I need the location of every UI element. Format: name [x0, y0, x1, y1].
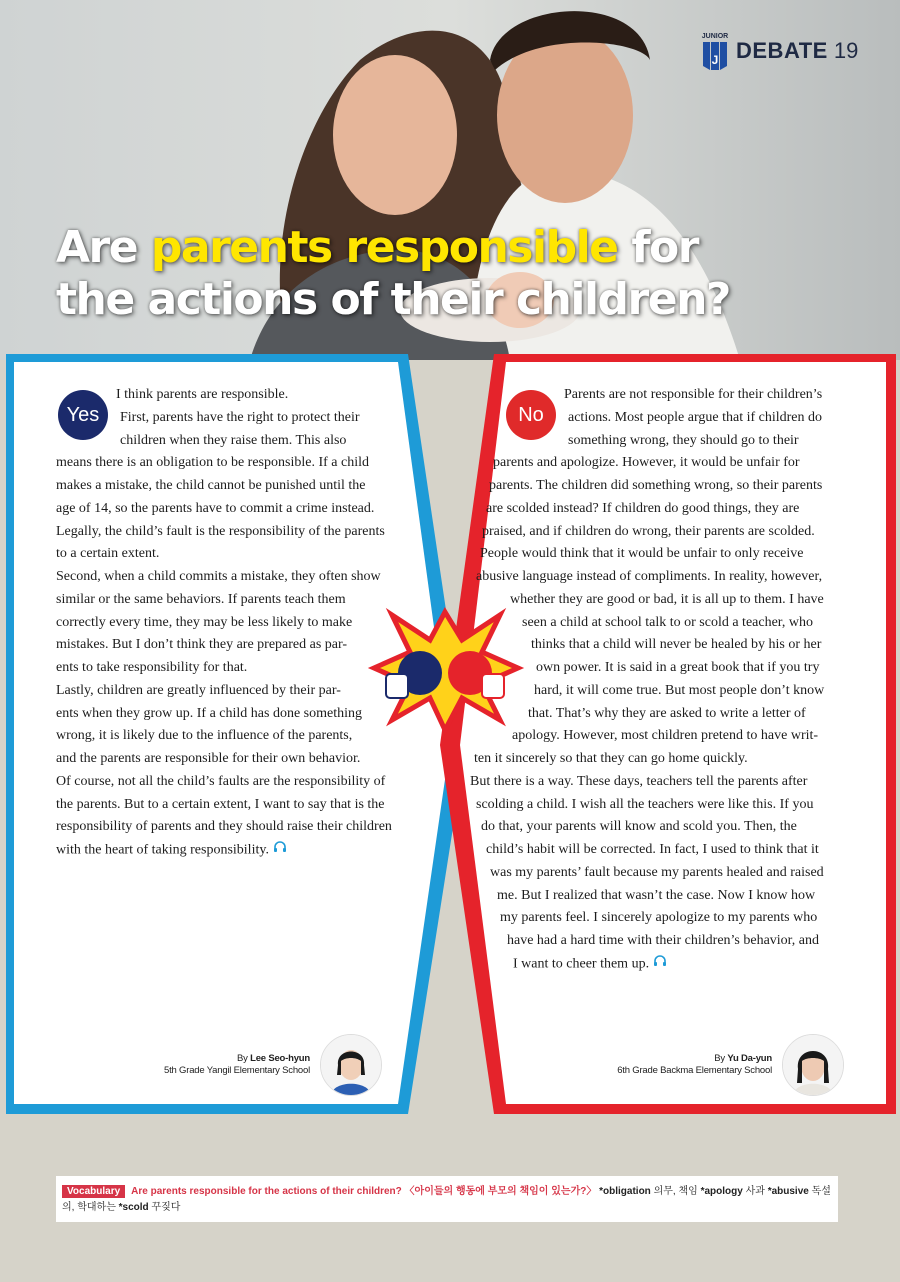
- no-school: 6th Grade Backma Elementary School: [617, 1065, 772, 1076]
- no-line: my parents feel. I sincerely apologize to my parents who: [500, 910, 818, 926]
- no-line: whether they are good or bad, it is all up to them. I have: [510, 591, 824, 607]
- headphones-icon[interactable]: [653, 953, 667, 976]
- no-line: scolding a child. I wish all the teachers were like this. If you: [476, 796, 814, 812]
- yes-line: age of 14, so the parents have to commit a crime instead.: [56, 500, 375, 516]
- no-line: But there is a way. These days, teachers tell the parents after: [470, 773, 808, 789]
- yes-line: means there is an obligation to be responsible. If a child: [56, 455, 369, 471]
- yes-line: responsibility of parents and they should raise their children: [56, 819, 392, 835]
- headphones-icon[interactable]: [273, 839, 287, 862]
- no-line: do that, your parents will know and scold you. Then, the: [481, 819, 797, 835]
- yes-line: mistakes. But I don’t think they are prepared as par-: [56, 637, 348, 653]
- yes-school: 5th Grade Yangil Elementary School: [164, 1065, 310, 1076]
- no-author: Yu Da-yun: [727, 1053, 772, 1064]
- yes-line: Of course, not all the child’s faults are the responsibility of: [56, 773, 386, 789]
- no-badge: No: [506, 390, 556, 440]
- no-line: People would think that it would be unfair to only receive: [480, 546, 804, 562]
- no-column: [468, 384, 848, 976]
- svg-text:J: J: [711, 53, 719, 67]
- no-line: seen a child at school talk to or scold a teacher, who: [522, 614, 814, 630]
- yes-line: makes a mistake, the child cannot be punished until the: [56, 478, 366, 493]
- yes-line: with the heart of taking responsibility.: [56, 842, 269, 858]
- title-highlight: parents responsible: [150, 222, 618, 273]
- yes-line: Lastly, children are greatly influenced by their par-: [56, 682, 341, 698]
- no-line: parents and apologize. However, it would be unfair for: [493, 455, 800, 471]
- vocabulary-question: Are parents responsible for the actions of their children? 〈아이들의 행동에 부모의 책임이 있는가?〉: [131, 1186, 597, 1197]
- yes-author-avatar: [320, 1034, 382, 1096]
- no-line: child’s habit will be corrected. In fact, I used to think that it: [486, 842, 819, 857]
- page-title: Are parents responsible for the actions of their children?: [56, 222, 730, 325]
- no-line: are scolded instead? If children do good things, they are: [486, 500, 800, 516]
- yes-line: wrong, it is likely due to the influence of the parents,: [56, 728, 353, 744]
- yes-line: Legally, the child’s fault is the responsibility of the parents: [56, 523, 385, 539]
- yes-line: ents when they grow up. If a child has done something: [56, 705, 362, 721]
- yes-line: Second, when a child commits a mistake, they often show: [56, 569, 381, 584]
- yes-byline: By Lee Seo-hyun 5th Grade Yangil Elementary School: [150, 1053, 310, 1077]
- yes-line: ents to take responsibility for that.: [56, 660, 248, 675]
- no-line: something wrong, they should go to their: [568, 432, 799, 448]
- section-label: DEBATE: [736, 38, 828, 63]
- yes-author: Lee Seo-hyun: [250, 1053, 310, 1064]
- no-line: I want to cheer them up.: [513, 956, 650, 972]
- no-line: ten it sincerely so that they can go home quickly.: [474, 751, 748, 766]
- yes-line: similar or the same behaviors. If parents teach them: [56, 591, 346, 607]
- yes-line: correctly every time, they may be less likely to make: [56, 614, 353, 630]
- no-line: that. That’s why they are asked to write a letter of: [528, 705, 806, 721]
- page-number: 19: [833, 38, 859, 63]
- no-line: was my parents’ fault because my parents healed and raised: [490, 864, 824, 880]
- no-line: have had a hard time with their children’s behavior, and: [507, 933, 819, 948]
- no-line: actions. Most people argue that if children do: [568, 409, 823, 425]
- vocabulary-tag: Vocabulary: [62, 1185, 125, 1198]
- vocabulary-box: Vocabulary Are parents responsible for the actions of their children? 〈아이들의 행동에 부모의 책임이 있는가?〉 *obligation 의무, 책임 *apology 사과 *abusive 독설의, 학대하는 *scold 꾸짖다: [56, 1176, 838, 1222]
- yes-line: the parents. But to a certain extent, I want to say that is the: [56, 796, 385, 812]
- no-byline: By Yu Da-yun 6th Grade Backma Elementary School: [600, 1053, 772, 1077]
- no-line: Parents are not responsible for their children’s: [564, 387, 823, 402]
- yes-line: I think parents are responsible.: [116, 387, 289, 402]
- yes-line: First, parents have the right to protect their: [120, 409, 360, 425]
- yes-line: children when they raise them. This also: [120, 432, 347, 448]
- svg-text:JUNIOR: JUNIOR: [701, 33, 729, 40]
- yes-badge: Yes: [58, 390, 108, 440]
- yes-line: to a certain extent.: [56, 546, 160, 562]
- yes-column: [56, 384, 416, 862]
- no-line: me. But I realized that wasn’t the case. Now I know how: [497, 887, 816, 903]
- no-line: own power. It is said in a great book that if you try: [536, 660, 820, 675]
- no-line: parents. The children did something wrong, so their parents: [489, 478, 823, 493]
- no-author-avatar: [782, 1034, 844, 1096]
- no-line: praised, and if children do wrong, their parents are scolded.: [482, 523, 815, 539]
- no-line: apology. However, most children pretend to have writ-: [512, 728, 819, 744]
- yes-line: and the parents are responsible for their own behavior.: [56, 751, 361, 766]
- no-line: abusive language instead of compliments. In reality, however,: [476, 569, 823, 584]
- no-line: thinks that a child will never be healed by his or her: [531, 637, 822, 653]
- no-line: hard, it will come true. But most people don’t know: [534, 682, 825, 698]
